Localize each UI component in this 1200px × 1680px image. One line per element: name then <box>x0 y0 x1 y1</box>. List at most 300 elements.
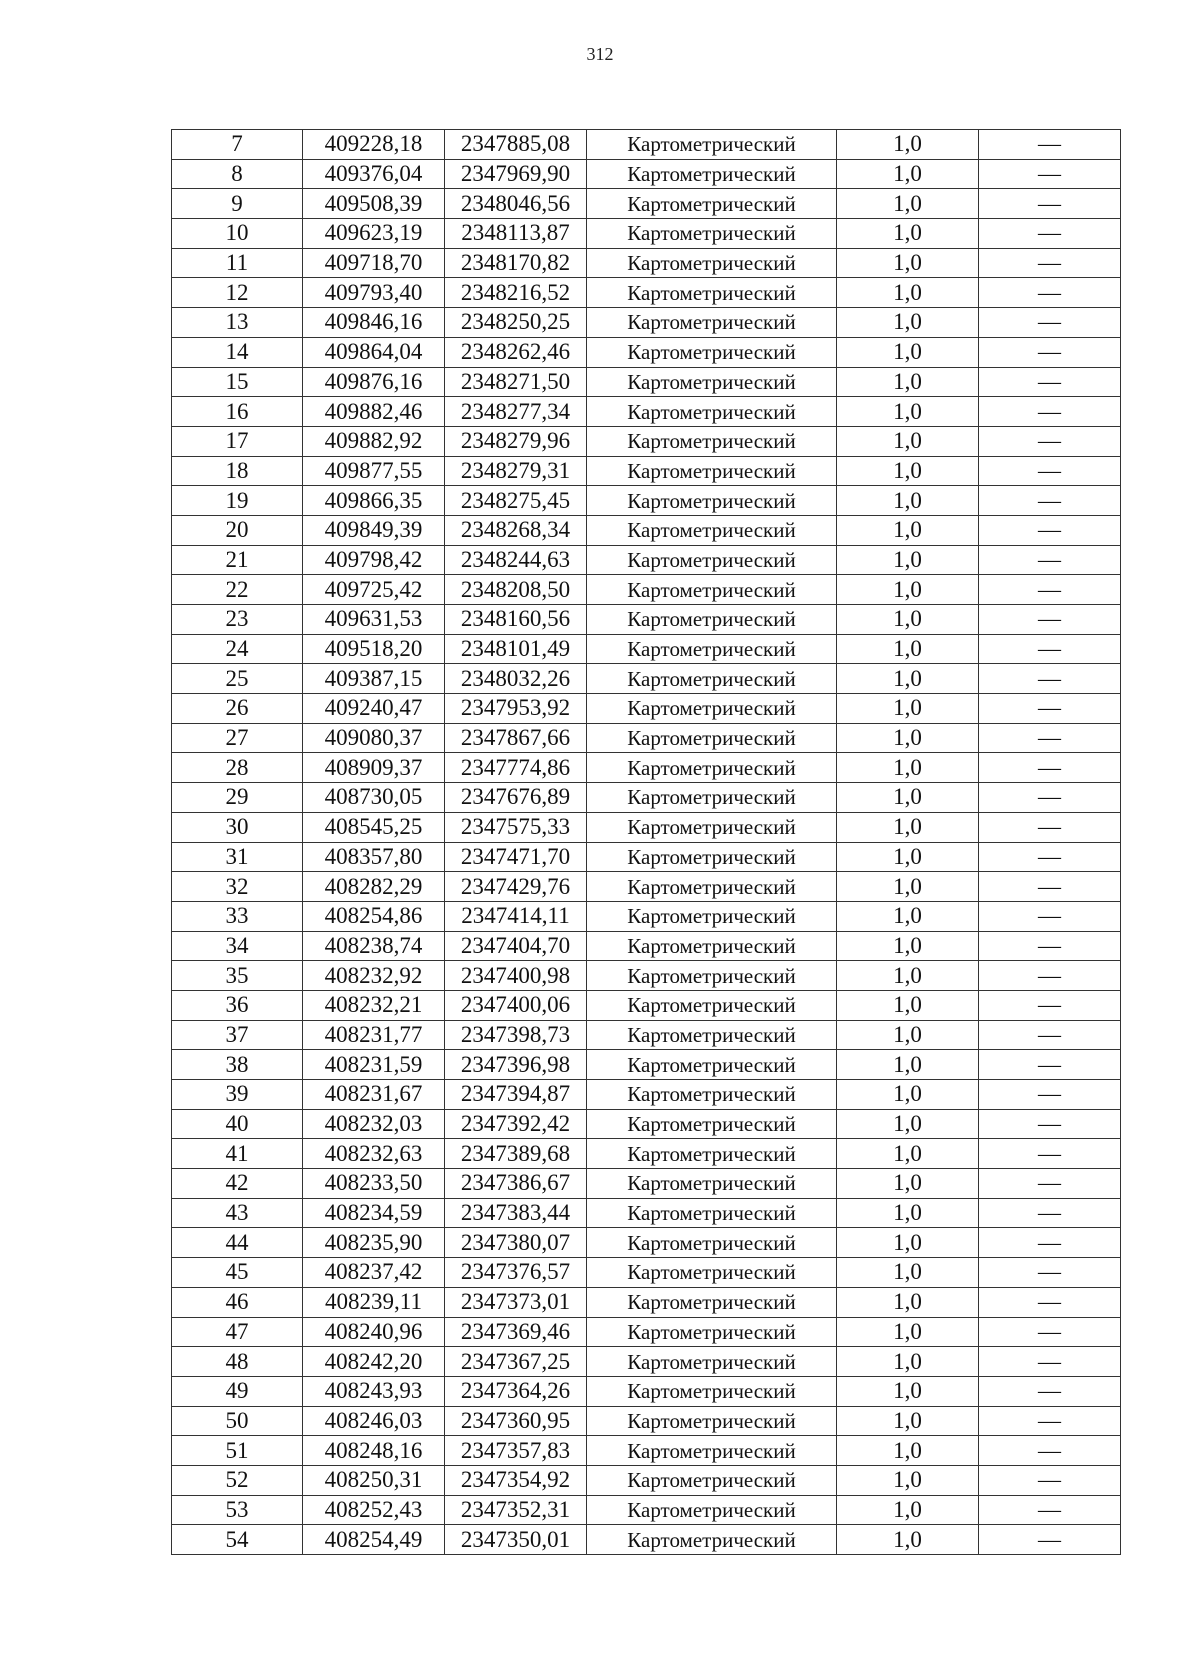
method-cell: Картометрический <box>587 1406 837 1436</box>
table-row <box>172 159 1121 189</box>
accuracy-cell: 1,0 <box>837 1465 979 1495</box>
note-cell: — <box>979 1287 1121 1317</box>
y-coordinate-cell: 2348244,63 <box>445 545 587 575</box>
x-coordinate-cell: 409725,42 <box>303 575 445 605</box>
note-cell: — <box>979 1050 1121 1080</box>
method-cell: Картометрический <box>587 1436 837 1466</box>
y-coordinate-cell: 2347383,44 <box>445 1198 587 1228</box>
x-coordinate-cell: 408240,96 <box>303 1317 445 1347</box>
note-cell: — <box>979 486 1121 516</box>
accuracy-cell: 1,0 <box>837 1080 979 1110</box>
accuracy-cell: 1,0 <box>837 605 979 635</box>
point-number-cell: 41 <box>172 1139 303 1169</box>
note-cell: — <box>979 1020 1121 1050</box>
point-number-cell: 9 <box>172 189 303 219</box>
table-row <box>172 990 1121 1020</box>
accuracy-cell: 1,0 <box>837 545 979 575</box>
method-cell: Картометрический <box>587 723 837 753</box>
x-coordinate-cell: 409793,40 <box>303 278 445 308</box>
y-coordinate-cell: 2347380,07 <box>445 1228 587 1258</box>
method-cell: Картометрический <box>587 159 837 189</box>
accuracy-cell: 1,0 <box>837 753 979 783</box>
y-coordinate-cell: 2347400,06 <box>445 990 587 1020</box>
point-number-cell: 53 <box>172 1495 303 1525</box>
note-cell: — <box>979 1169 1121 1199</box>
note-cell: — <box>979 990 1121 1020</box>
point-number-cell: 40 <box>172 1109 303 1139</box>
point-number-cell: 15 <box>172 367 303 397</box>
table-row <box>172 1495 1121 1525</box>
table-row <box>172 812 1121 842</box>
point-number-cell: 38 <box>172 1050 303 1080</box>
x-coordinate-cell: 409508,39 <box>303 189 445 219</box>
y-coordinate-cell: 2347398,73 <box>445 1020 587 1050</box>
point-number-cell: 16 <box>172 397 303 427</box>
y-coordinate-cell: 2348279,96 <box>445 426 587 456</box>
table-row <box>172 1139 1121 1169</box>
page-number: 312 <box>586 44 614 64</box>
note-cell: — <box>979 159 1121 189</box>
point-number-cell: 54 <box>172 1525 303 1555</box>
x-coordinate-cell: 408232,63 <box>303 1139 445 1169</box>
x-coordinate-cell: 408232,92 <box>303 961 445 991</box>
method-cell: Картометрический <box>587 1080 837 1110</box>
note-cell: — <box>979 130 1121 160</box>
x-coordinate-cell: 408357,80 <box>303 842 445 872</box>
y-coordinate-cell: 2347364,26 <box>445 1376 587 1406</box>
x-coordinate-cell: 408545,25 <box>303 812 445 842</box>
y-coordinate-cell: 2348032,26 <box>445 664 587 694</box>
method-cell: Картометрический <box>587 1139 837 1169</box>
method-cell: Картометрический <box>587 812 837 842</box>
note-cell: — <box>979 1376 1121 1406</box>
point-number-cell: 42 <box>172 1169 303 1199</box>
note-cell: — <box>979 515 1121 545</box>
table-row <box>172 1169 1121 1199</box>
method-cell: Картометрический <box>587 1465 837 1495</box>
note-cell: — <box>979 248 1121 278</box>
y-coordinate-cell: 2347360,95 <box>445 1406 587 1436</box>
accuracy-cell: 1,0 <box>837 664 979 694</box>
note-cell: — <box>979 1080 1121 1110</box>
note-cell: — <box>979 634 1121 664</box>
x-coordinate-cell: 408252,43 <box>303 1495 445 1525</box>
note-cell: — <box>979 397 1121 427</box>
accuracy-cell: 1,0 <box>837 367 979 397</box>
accuracy-cell: 1,0 <box>837 1020 979 1050</box>
point-number-cell: 45 <box>172 1258 303 1288</box>
x-coordinate-cell: 409798,42 <box>303 545 445 575</box>
x-coordinate-cell: 409228,18 <box>303 130 445 160</box>
table-row <box>172 1406 1121 1436</box>
y-coordinate-cell: 2347414,11 <box>445 901 587 931</box>
accuracy-cell: 1,0 <box>837 1525 979 1555</box>
note-cell: — <box>979 1347 1121 1377</box>
x-coordinate-cell: 408234,59 <box>303 1198 445 1228</box>
x-coordinate-cell: 408231,59 <box>303 1050 445 1080</box>
note-cell: — <box>979 961 1121 991</box>
y-coordinate-cell: 2348216,52 <box>445 278 587 308</box>
table-row <box>172 545 1121 575</box>
note-cell: — <box>979 753 1121 783</box>
method-cell: Картометрический <box>587 634 837 664</box>
y-coordinate-cell: 2348046,56 <box>445 189 587 219</box>
note-cell: — <box>979 426 1121 456</box>
note-cell: — <box>979 308 1121 338</box>
note-cell: — <box>979 1406 1121 1436</box>
accuracy-cell: 1,0 <box>837 872 979 902</box>
method-cell: Картометрический <box>587 456 837 486</box>
accuracy-cell: 1,0 <box>837 159 979 189</box>
method-cell: Картометрический <box>587 872 837 902</box>
note-cell: — <box>979 694 1121 724</box>
point-number-cell: 30 <box>172 812 303 842</box>
method-cell: Картометрический <box>587 278 837 308</box>
method-cell: Картометрический <box>587 931 837 961</box>
note-cell: — <box>979 337 1121 367</box>
y-coordinate-cell: 2347352,31 <box>445 1495 587 1525</box>
y-coordinate-cell: 2347394,87 <box>445 1080 587 1110</box>
y-coordinate-cell: 2347400,98 <box>445 961 587 991</box>
point-number-cell: 13 <box>172 308 303 338</box>
coordinates-table <box>171 129 1121 1555</box>
y-coordinate-cell: 2348279,31 <box>445 456 587 486</box>
note-cell: — <box>979 1258 1121 1288</box>
note-cell: — <box>979 664 1121 694</box>
note-cell: — <box>979 1465 1121 1495</box>
y-coordinate-cell: 2347471,70 <box>445 842 587 872</box>
table-row <box>172 248 1121 278</box>
x-coordinate-cell: 409849,39 <box>303 515 445 545</box>
y-coordinate-cell: 2347429,76 <box>445 872 587 902</box>
note-cell: — <box>979 931 1121 961</box>
table-row <box>172 1258 1121 1288</box>
table-row <box>172 664 1121 694</box>
accuracy-cell: 1,0 <box>837 1406 979 1436</box>
accuracy-cell: 1,0 <box>837 990 979 1020</box>
note-cell: — <box>979 1525 1121 1555</box>
point-number-cell: 17 <box>172 426 303 456</box>
accuracy-cell: 1,0 <box>837 1109 979 1139</box>
x-coordinate-cell: 409877,55 <box>303 456 445 486</box>
note-cell: — <box>979 456 1121 486</box>
point-number-cell: 19 <box>172 486 303 516</box>
method-cell: Картометрический <box>587 990 837 1020</box>
y-coordinate-cell: 2347969,90 <box>445 159 587 189</box>
note-cell: — <box>979 872 1121 902</box>
note-cell: — <box>979 605 1121 635</box>
accuracy-cell: 1,0 <box>837 1317 979 1347</box>
y-coordinate-cell: 2347885,08 <box>445 130 587 160</box>
x-coordinate-cell: 409876,16 <box>303 367 445 397</box>
table-row <box>172 1287 1121 1317</box>
table-row <box>172 872 1121 902</box>
accuracy-cell: 1,0 <box>837 901 979 931</box>
method-cell: Картометрический <box>587 1050 837 1080</box>
note-cell: — <box>979 723 1121 753</box>
accuracy-cell: 1,0 <box>837 219 979 249</box>
table-row <box>172 723 1121 753</box>
method-cell: Картометрический <box>587 842 837 872</box>
point-number-cell: 11 <box>172 248 303 278</box>
y-coordinate-cell: 2348271,50 <box>445 367 587 397</box>
x-coordinate-cell: 408242,20 <box>303 1347 445 1377</box>
table-row <box>172 426 1121 456</box>
method-cell: Картометрический <box>587 694 837 724</box>
accuracy-cell: 1,0 <box>837 1495 979 1525</box>
table-row <box>172 1228 1121 1258</box>
y-coordinate-cell: 2347376,57 <box>445 1258 587 1288</box>
method-cell: Картометрический <box>587 1198 837 1228</box>
note-cell: — <box>979 1228 1121 1258</box>
method-cell: Картометрический <box>587 1347 837 1377</box>
table-row <box>172 1080 1121 1110</box>
method-cell: Картометрический <box>587 1258 837 1288</box>
method-cell: Картометрический <box>587 337 837 367</box>
note-cell: — <box>979 901 1121 931</box>
method-cell: Картометрический <box>587 1228 837 1258</box>
accuracy-cell: 1,0 <box>837 426 979 456</box>
x-coordinate-cell: 409864,04 <box>303 337 445 367</box>
accuracy-cell: 1,0 <box>837 1139 979 1169</box>
y-coordinate-cell: 2348275,45 <box>445 486 587 516</box>
note-cell: — <box>979 1436 1121 1466</box>
point-number-cell: 27 <box>172 723 303 753</box>
point-number-cell: 50 <box>172 1406 303 1436</box>
note-cell: — <box>979 367 1121 397</box>
method-cell: Картометрический <box>587 189 837 219</box>
table-row <box>172 1465 1121 1495</box>
note-cell: — <box>979 189 1121 219</box>
note-cell: — <box>979 1198 1121 1228</box>
method-cell: Картометрический <box>587 1020 837 1050</box>
note-cell: — <box>979 1495 1121 1525</box>
accuracy-cell: 1,0 <box>837 723 979 753</box>
note-cell: — <box>979 1109 1121 1139</box>
method-cell: Картометрический <box>587 219 837 249</box>
table-row <box>172 842 1121 872</box>
table-row <box>172 1050 1121 1080</box>
y-coordinate-cell: 2347676,89 <box>445 783 587 813</box>
table-row <box>172 1436 1121 1466</box>
y-coordinate-cell: 2347404,70 <box>445 931 587 961</box>
point-number-cell: 20 <box>172 515 303 545</box>
method-cell: Картометрический <box>587 248 837 278</box>
accuracy-cell: 1,0 <box>837 1258 979 1288</box>
point-number-cell: 46 <box>172 1287 303 1317</box>
x-coordinate-cell: 409518,20 <box>303 634 445 664</box>
point-number-cell: 47 <box>172 1317 303 1347</box>
point-number-cell: 23 <box>172 605 303 635</box>
x-coordinate-cell: 408246,03 <box>303 1406 445 1436</box>
y-coordinate-cell: 2347867,66 <box>445 723 587 753</box>
point-number-cell: 25 <box>172 664 303 694</box>
method-cell: Картометрический <box>587 664 837 694</box>
y-coordinate-cell: 2348113,87 <box>445 219 587 249</box>
point-number-cell: 36 <box>172 990 303 1020</box>
note-cell: — <box>979 842 1121 872</box>
point-number-cell: 22 <box>172 575 303 605</box>
x-coordinate-cell: 408243,93 <box>303 1376 445 1406</box>
x-coordinate-cell: 409718,70 <box>303 248 445 278</box>
x-coordinate-cell: 408250,31 <box>303 1465 445 1495</box>
point-number-cell: 51 <box>172 1436 303 1466</box>
method-cell: Картометрический <box>587 575 837 605</box>
x-coordinate-cell: 408909,37 <box>303 753 445 783</box>
accuracy-cell: 1,0 <box>837 1050 979 1080</box>
x-coordinate-cell: 409623,19 <box>303 219 445 249</box>
y-coordinate-cell: 2347386,67 <box>445 1169 587 1199</box>
x-coordinate-cell: 408233,50 <box>303 1169 445 1199</box>
accuracy-cell: 1,0 <box>837 397 979 427</box>
table-row <box>172 456 1121 486</box>
point-number-cell: 52 <box>172 1465 303 1495</box>
coordinates-table-body <box>172 130 1121 1555</box>
table-row <box>172 634 1121 664</box>
point-number-cell: 24 <box>172 634 303 664</box>
method-cell: Картометрический <box>587 426 837 456</box>
note-cell: — <box>979 1317 1121 1347</box>
method-cell: Картометрический <box>587 486 837 516</box>
accuracy-cell: 1,0 <box>837 1228 979 1258</box>
table-row <box>172 901 1121 931</box>
table-row <box>172 515 1121 545</box>
x-coordinate-cell: 408232,21 <box>303 990 445 1020</box>
accuracy-cell: 1,0 <box>837 486 979 516</box>
method-cell: Картометрический <box>587 308 837 338</box>
point-number-cell: 31 <box>172 842 303 872</box>
method-cell: Картометрический <box>587 1169 837 1199</box>
point-number-cell: 29 <box>172 783 303 813</box>
method-cell: Картометрический <box>587 753 837 783</box>
table-row <box>172 753 1121 783</box>
y-coordinate-cell: 2347953,92 <box>445 694 587 724</box>
method-cell: Картометрический <box>587 397 837 427</box>
accuracy-cell: 1,0 <box>837 1169 979 1199</box>
table-row <box>172 605 1121 635</box>
x-coordinate-cell: 409882,46 <box>303 397 445 427</box>
table-row <box>172 397 1121 427</box>
point-number-cell: 18 <box>172 456 303 486</box>
method-cell: Картометрический <box>587 1109 837 1139</box>
x-coordinate-cell: 408237,42 <box>303 1258 445 1288</box>
x-coordinate-cell: 408730,05 <box>303 783 445 813</box>
note-cell: — <box>979 1139 1121 1169</box>
y-coordinate-cell: 2347575,33 <box>445 812 587 842</box>
point-number-cell: 10 <box>172 219 303 249</box>
note-cell: — <box>979 278 1121 308</box>
method-cell: Картометрический <box>587 961 837 991</box>
y-coordinate-cell: 2348101,49 <box>445 634 587 664</box>
point-number-cell: 32 <box>172 872 303 902</box>
x-coordinate-cell: 408254,49 <box>303 1525 445 1555</box>
note-cell: — <box>979 783 1121 813</box>
table-row <box>172 130 1121 160</box>
table-row <box>172 1347 1121 1377</box>
y-coordinate-cell: 2348170,82 <box>445 248 587 278</box>
table-row <box>172 1525 1121 1555</box>
point-number-cell: 33 <box>172 901 303 931</box>
y-coordinate-cell: 2347354,92 <box>445 1465 587 1495</box>
table-row <box>172 931 1121 961</box>
point-number-cell: 14 <box>172 337 303 367</box>
method-cell: Картометрический <box>587 901 837 931</box>
x-coordinate-cell: 408232,03 <box>303 1109 445 1139</box>
x-coordinate-cell: 408282,29 <box>303 872 445 902</box>
table-row <box>172 1376 1121 1406</box>
y-coordinate-cell: 2348250,25 <box>445 308 587 338</box>
method-cell: Картометрический <box>587 1495 837 1525</box>
point-number-cell: 44 <box>172 1228 303 1258</box>
accuracy-cell: 1,0 <box>837 515 979 545</box>
x-coordinate-cell: 408235,90 <box>303 1228 445 1258</box>
table-row <box>172 219 1121 249</box>
table-row <box>172 1317 1121 1347</box>
y-coordinate-cell: 2348268,34 <box>445 515 587 545</box>
method-cell: Картометрический <box>587 605 837 635</box>
method-cell: Картометрический <box>587 545 837 575</box>
accuracy-cell: 1,0 <box>837 337 979 367</box>
y-coordinate-cell: 2347367,25 <box>445 1347 587 1377</box>
x-coordinate-cell: 409387,15 <box>303 664 445 694</box>
x-coordinate-cell: 409866,35 <box>303 486 445 516</box>
method-cell: Картометрический <box>587 783 837 813</box>
accuracy-cell: 1,0 <box>837 931 979 961</box>
accuracy-cell: 1,0 <box>837 308 979 338</box>
table-row <box>172 575 1121 605</box>
accuracy-cell: 1,0 <box>837 189 979 219</box>
table-row <box>172 189 1121 219</box>
accuracy-cell: 1,0 <box>837 812 979 842</box>
x-coordinate-cell: 409240,47 <box>303 694 445 724</box>
point-number-cell: 12 <box>172 278 303 308</box>
table-row <box>172 961 1121 991</box>
y-coordinate-cell: 2347350,01 <box>445 1525 587 1555</box>
x-coordinate-cell: 408254,86 <box>303 901 445 931</box>
method-cell: Картометрический <box>587 1525 837 1555</box>
accuracy-cell: 1,0 <box>837 456 979 486</box>
accuracy-cell: 1,0 <box>837 1436 979 1466</box>
y-coordinate-cell: 2348208,50 <box>445 575 587 605</box>
table-row <box>172 367 1121 397</box>
accuracy-cell: 1,0 <box>837 961 979 991</box>
y-coordinate-cell: 2347357,83 <box>445 1436 587 1466</box>
note-cell: — <box>979 545 1121 575</box>
method-cell: Картометрический <box>587 367 837 397</box>
y-coordinate-cell: 2347774,86 <box>445 753 587 783</box>
table-row <box>172 1020 1121 1050</box>
x-coordinate-cell: 409882,92 <box>303 426 445 456</box>
note-cell: — <box>979 575 1121 605</box>
point-number-cell: 49 <box>172 1376 303 1406</box>
method-cell: Картометрический <box>587 130 837 160</box>
x-coordinate-cell: 409846,16 <box>303 308 445 338</box>
accuracy-cell: 1,0 <box>837 694 979 724</box>
method-cell: Картометрический <box>587 1317 837 1347</box>
y-coordinate-cell: 2348277,34 <box>445 397 587 427</box>
x-coordinate-cell: 408231,67 <box>303 1080 445 1110</box>
x-coordinate-cell: 409631,53 <box>303 605 445 635</box>
y-coordinate-cell: 2348160,56 <box>445 605 587 635</box>
accuracy-cell: 1,0 <box>837 248 979 278</box>
accuracy-cell: 1,0 <box>837 1347 979 1377</box>
point-number-cell: 37 <box>172 1020 303 1050</box>
method-cell: Картометрический <box>587 515 837 545</box>
point-number-cell: 39 <box>172 1080 303 1110</box>
accuracy-cell: 1,0 <box>837 1287 979 1317</box>
table-row <box>172 337 1121 367</box>
point-number-cell: 8 <box>172 159 303 189</box>
